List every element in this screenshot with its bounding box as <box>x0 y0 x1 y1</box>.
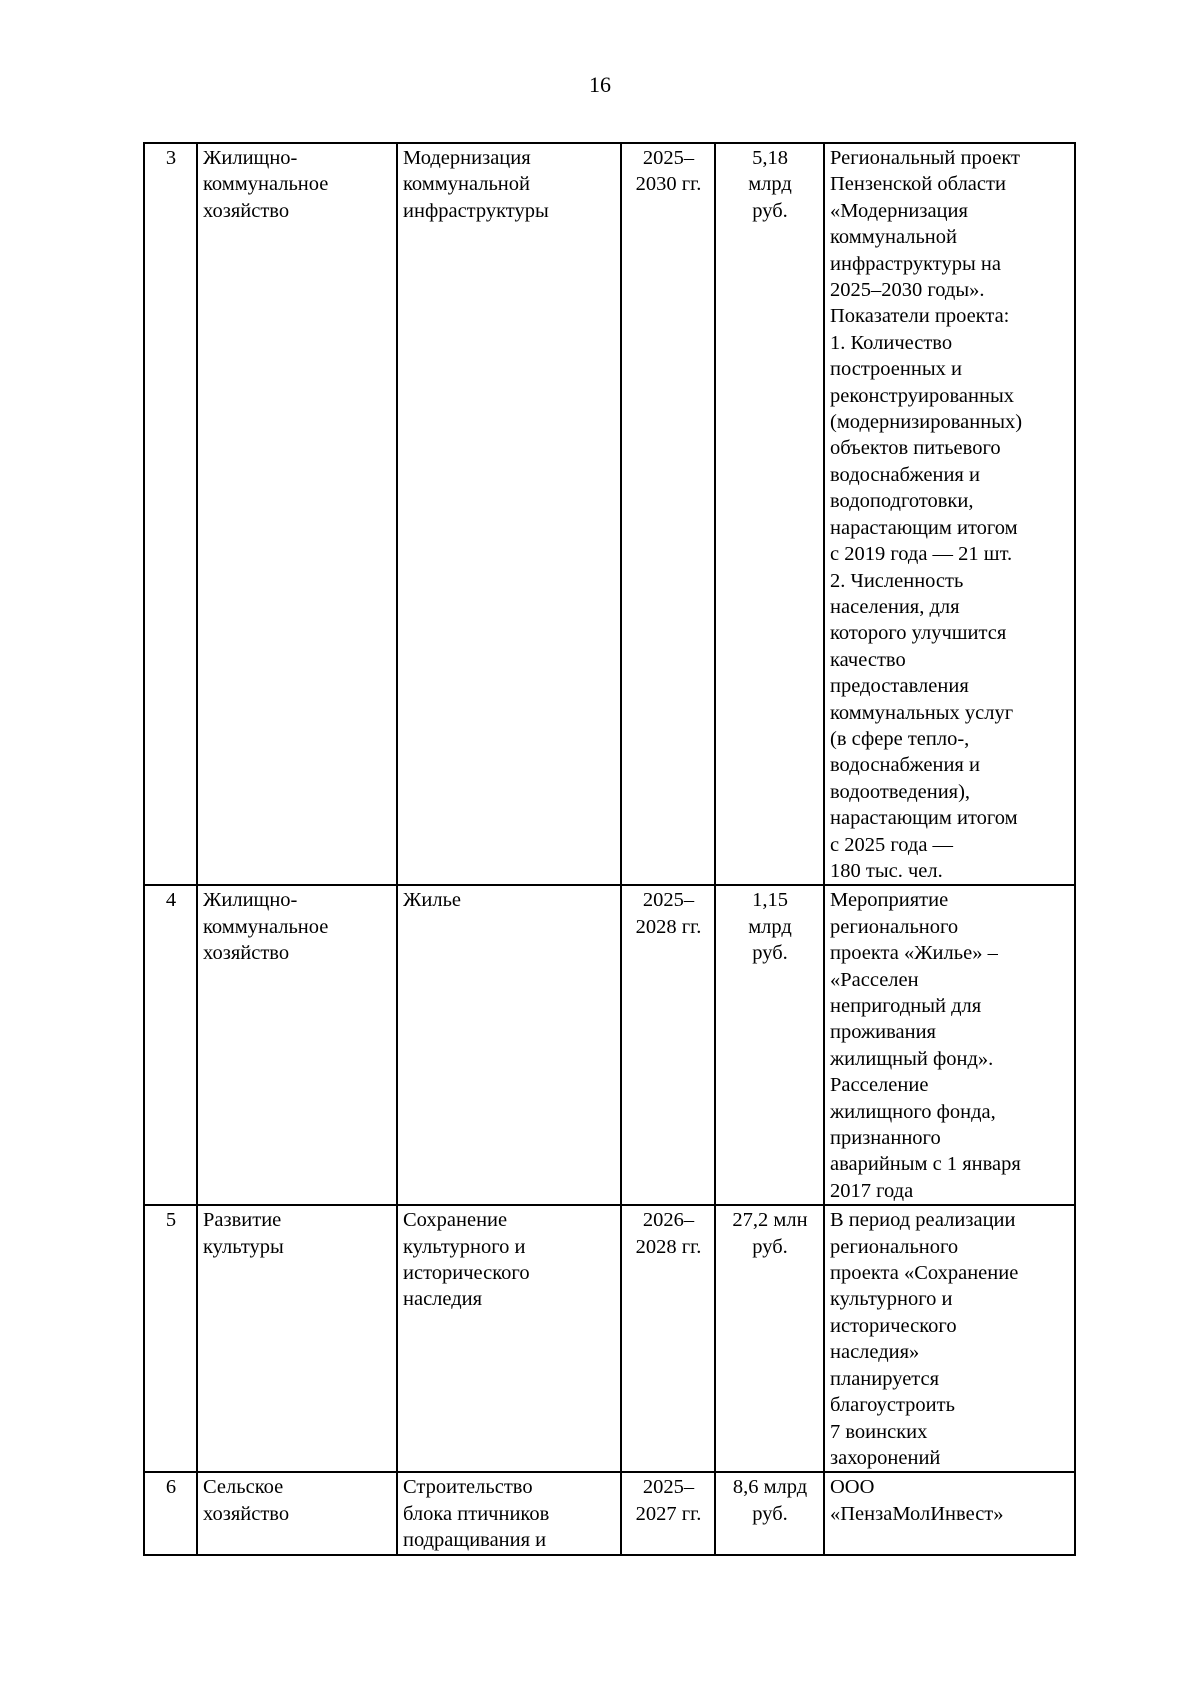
page-number: 16 <box>589 72 611 97</box>
table-row <box>144 885 1075 1205</box>
period-cell: 2026– 2028 гг. <box>621 1205 715 1472</box>
row-number: 6 <box>144 1472 197 1554</box>
project-cell: Строительство блока птичников подращивания и <box>397 1472 621 1554</box>
period-cell: 2025– 2027 гг. <box>621 1472 715 1554</box>
amount-cell: 5,18 млрд руб. <box>715 143 824 885</box>
row-number: 3 <box>144 143 197 885</box>
table-row <box>144 1205 1075 1472</box>
project-cell: Модернизация коммунальной инфраструктуры <box>397 143 621 885</box>
sector-cell: Жилищно- коммунальное хозяйство <box>197 885 397 1205</box>
amount-cell: 27,2 млн руб. <box>715 1205 824 1472</box>
description-cell: ООО «ПензаМолИнвест» <box>824 1472 1075 1554</box>
project-cell: Сохранение культурного и исторического наследия <box>397 1205 621 1472</box>
description-cell: В период реализации регионального проекта «Сохранение культурного и исторического наследия» планируется благоустроить 7 воинских захоронений <box>824 1205 1075 1472</box>
table-row <box>144 1472 1075 1554</box>
sector-cell: Жилищно- коммунальное хозяйство <box>197 143 397 885</box>
period-cell: 2025– 2028 гг. <box>621 885 715 1205</box>
sector-cell: Сельское хозяйство <box>197 1472 397 1554</box>
projects-table <box>143 142 1076 1556</box>
sector-cell: Развитие культуры <box>197 1205 397 1472</box>
row-number: 4 <box>144 885 197 1205</box>
description-cell: Региональный проект Пензенской области «Модернизация коммунальной инфраструктуры на 2025–2030 годы». Показатели проекта: 1. Количество построенных и реконструированных (модернизированных) объектов питьевого водоснабжения и водоподготовки, нарастающим итогом с 2019 года — 21 шт. 2. Численность населения, для которого улучшится качество предоставления коммунальных услуг (в сфере тепло-, водоснабжения и водоотведения), нарастающим итогом с 2025 года — 180 тыс. чел. <box>824 143 1075 885</box>
row-number: 5 <box>144 1205 197 1472</box>
period-cell: 2025– 2030 гг. <box>621 143 715 885</box>
description-cell: Мероприятие регионального проекта «Жилье» – «Расселен непригодный для проживания жилищный фонд». Расселение жилищного фонда, признанного аварийным с 1 января 2017 года <box>824 885 1075 1205</box>
project-cell: Жилье <box>397 885 621 1205</box>
amount-cell: 8,6 млрд руб. <box>715 1472 824 1554</box>
amount-cell: 1,15 млрд руб. <box>715 885 824 1205</box>
table-row <box>144 143 1075 885</box>
